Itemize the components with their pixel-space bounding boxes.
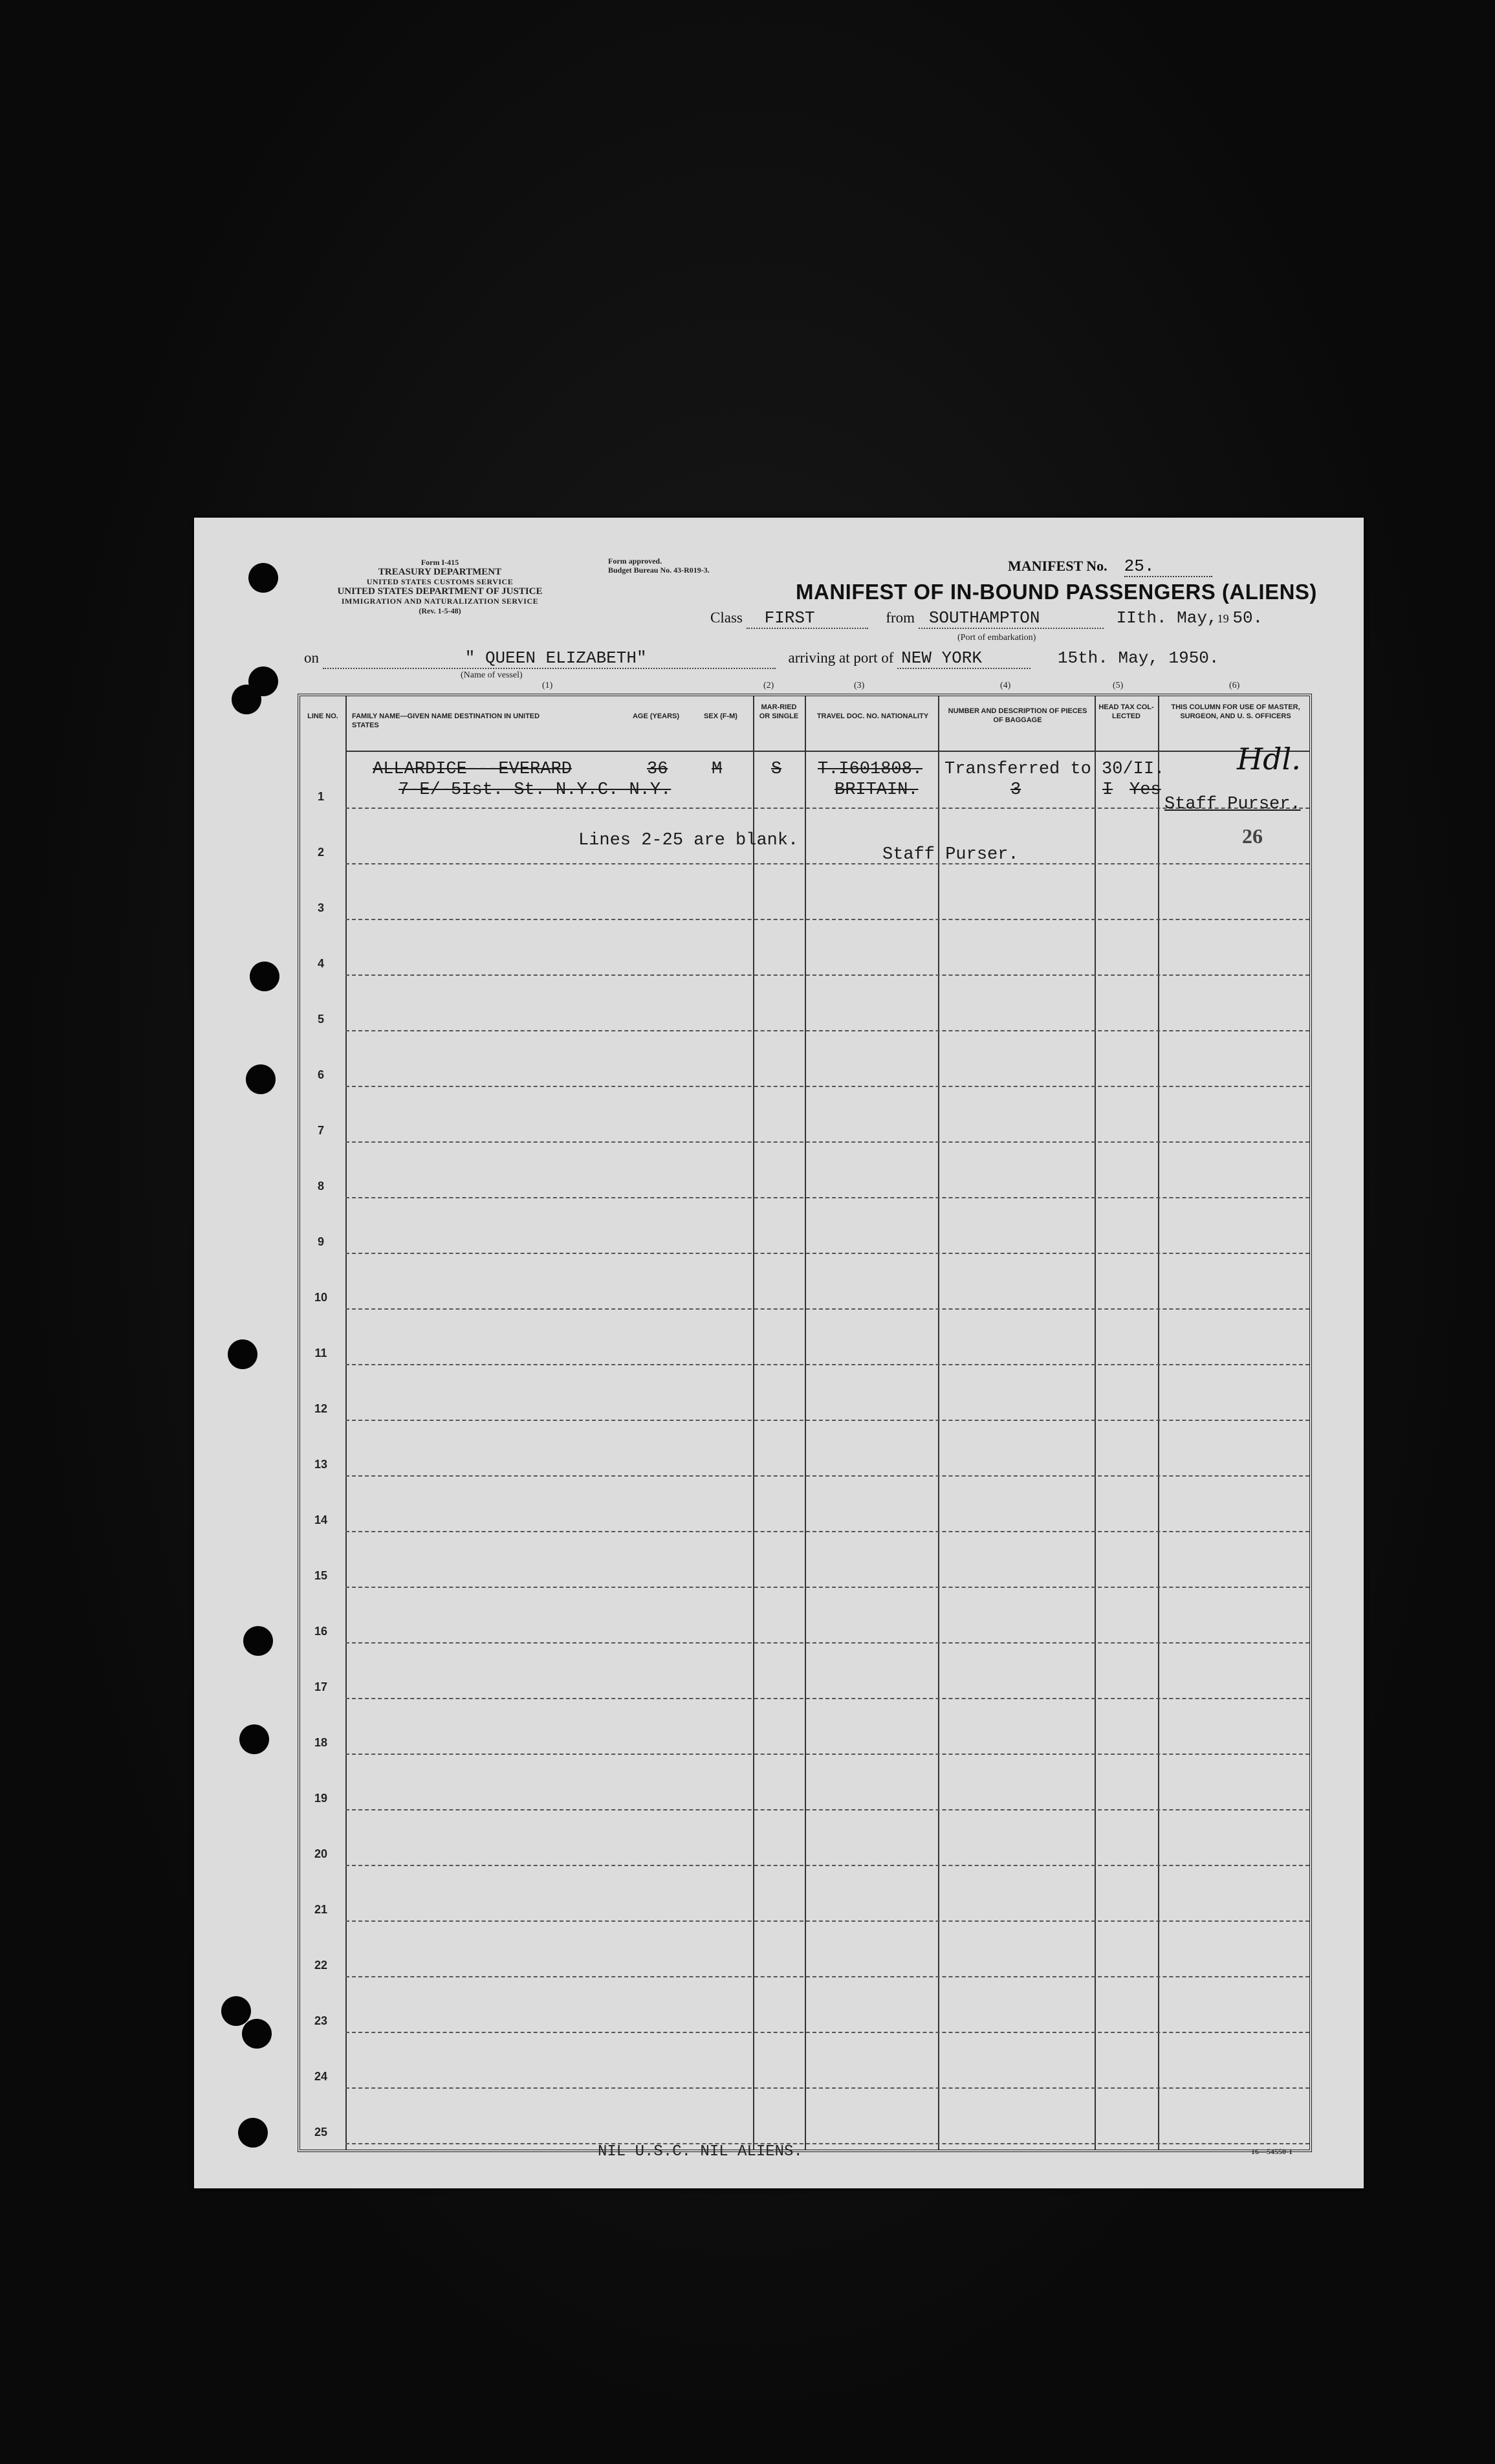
line-number: 10	[314, 1291, 328, 1304]
vessel-caption: (Name of vessel)	[461, 670, 523, 680]
header-name: FAMILY NAME—GIVEN NAME DESTINATION IN UNITED STATES	[352, 712, 540, 729]
table-row	[300, 1365, 1309, 1421]
punch-hole	[242, 2019, 272, 2049]
department-header	[304, 558, 576, 616]
passenger-table	[298, 694, 1312, 2152]
entry-tax-i: I	[1102, 780, 1113, 800]
from-label: from	[886, 610, 915, 626]
table-row	[300, 1421, 1309, 1477]
entry-name: ALLARDICE---EVERARD	[373, 760, 572, 779]
punch-hole	[238, 2118, 268, 2148]
line-number: 19	[314, 1792, 328, 1805]
stamp-number: 26	[1242, 824, 1263, 848]
entry-age: 36	[647, 760, 668, 779]
table-row	[300, 1532, 1309, 1588]
line-number: 12	[314, 1402, 328, 1415]
header-rule	[345, 751, 1309, 752]
entry-destination: 7-E/-5Ist. St. N.Y.C. N.Y.	[398, 780, 671, 800]
ins-label: IMMIGRATION AND NATURALIZATION SERVICE	[341, 597, 539, 606]
table-row	[300, 1087, 1309, 1143]
revision-label: (Rev. 1-5-48)	[419, 606, 461, 615]
entry-sex: M	[712, 760, 723, 779]
on-label: on	[304, 650, 319, 666]
punch-hole	[221, 1996, 251, 2026]
entry-transferred: Transferred to 30/II.	[944, 760, 1165, 779]
punch-hole	[250, 962, 279, 991]
table-row	[300, 864, 1309, 920]
entry-pieces: 3	[1010, 780, 1021, 800]
header-line-no: LINE NO.	[307, 712, 338, 720]
line-number: 11	[314, 1347, 327, 1359]
entry-staff-purser: Staff Purser.	[1164, 795, 1301, 814]
header-married: MAR-RIED OR SINGLE	[759, 703, 799, 720]
table-row	[300, 809, 1309, 864]
line-number: 24	[314, 2070, 328, 2083]
line-number: 6	[317, 1068, 324, 1081]
header-travel-doc: TRAVEL DOC. NO. NATIONALITY	[816, 712, 929, 720]
table-row	[300, 2089, 1309, 2144]
line-number: 15	[314, 1569, 328, 1582]
nil-aliens-note: NIL U.S.C. NIL ALIENS.	[598, 2143, 803, 2161]
entry-tax-yes: Yes	[1129, 780, 1161, 800]
table-row	[300, 1310, 1309, 1365]
entry-travel-doc: T.I601808.	[818, 760, 923, 779]
arrival-date: 15th. May, 1950.	[1057, 648, 1219, 668]
vessel-name: " QUEEN ELIZABETH"	[323, 648, 776, 669]
punch-hole	[239, 1724, 269, 1754]
line-number: 5	[317, 1013, 324, 1026]
depart-year-prefix: 19	[1217, 612, 1229, 625]
customs-label: UNITED STATES CUSTOMS SERVICE	[366, 577, 514, 586]
table-row	[300, 1922, 1309, 1977]
line-number: 20	[314, 1847, 328, 1860]
line-number: 25	[314, 2126, 328, 2139]
table-row	[300, 1810, 1309, 1866]
entry-nationality: BRITAIN.	[835, 780, 919, 800]
punch-hole	[246, 1064, 276, 1094]
header-officers: THIS COLUMN FOR USE OF MASTER, SURGEON, AND U. S. OFFICERS	[1171, 703, 1300, 720]
arriving-label: arriving at port of	[788, 650, 894, 666]
approval-note	[608, 556, 710, 575]
line-number: 21	[314, 1903, 328, 1916]
line-number: 22	[314, 1959, 328, 1972]
table-row	[300, 2033, 1309, 2089]
table-row	[300, 1254, 1309, 1310]
table-row	[300, 1866, 1309, 1922]
table-row	[300, 1644, 1309, 1699]
form-code: 16—54550-1	[1251, 2147, 1293, 2156]
from-value: SOUTHAMPTON	[919, 608, 1104, 629]
line-number: 17	[314, 1680, 328, 1693]
line-number: 18	[314, 1736, 328, 1749]
row-rule	[345, 2143, 1309, 2144]
table-row	[300, 1143, 1309, 1198]
column-number: (4)	[1000, 681, 1011, 690]
line-number: 14	[314, 1513, 328, 1526]
line-number: 16	[314, 1625, 328, 1638]
column-number: (6)	[1229, 681, 1240, 690]
header-age: AGE (YEARS)	[632, 712, 680, 720]
class-value: FIRST	[747, 608, 868, 629]
arrival-port: NEW YORK	[897, 648, 1031, 669]
justice-label: UNITED STATES DEPARTMENT OF JUSTICE	[337, 586, 543, 597]
depart-year: 50.	[1232, 608, 1263, 628]
line-number: 2	[317, 846, 324, 859]
punch-hole	[243, 1626, 273, 1656]
column-numbers	[194, 681, 1364, 694]
manifest-value: 25.	[1124, 556, 1213, 577]
table-row	[300, 976, 1309, 1031]
class-line	[710, 608, 1263, 629]
document-title: MANIFEST OF IN-BOUND PASSENGERS (ALIENS)	[796, 580, 1317, 604]
class-label: Class	[710, 610, 743, 626]
form-number: Form I-415	[420, 558, 459, 567]
table-row	[300, 920, 1309, 976]
blank-lines-note: Lines 2-25 are blank.	[578, 831, 799, 850]
table-row	[300, 1977, 1309, 2033]
line-number: 1	[317, 790, 324, 803]
entry-married: S	[771, 760, 782, 779]
staff-purser-note: Staff Purser.	[882, 845, 1019, 864]
manifest-document	[194, 518, 1364, 2188]
punch-hole	[228, 1339, 257, 1369]
line-number: 23	[314, 2014, 328, 2027]
table-row	[300, 1588, 1309, 1644]
header-sex: SEX (F-M)	[704, 712, 737, 720]
manifest-number	[1008, 556, 1212, 576]
line-number: 4	[317, 957, 324, 970]
handwritten-initials: Hdl.	[1237, 742, 1301, 776]
table-row	[300, 1755, 1309, 1810]
table-row	[300, 1477, 1309, 1532]
line-number: 3	[317, 901, 324, 914]
vessel-line	[304, 648, 1219, 669]
table-row	[300, 1031, 1309, 1087]
table-row	[300, 1198, 1309, 1254]
depart-date: IIth. May,	[1116, 608, 1217, 628]
column-number: (3)	[854, 681, 865, 690]
column-number: (2)	[763, 681, 774, 690]
punch-hole	[248, 563, 278, 593]
header-head-tax: HEAD TAX COL-LECTED	[1098, 703, 1154, 720]
line-number: 8	[317, 1180, 324, 1193]
line-number: 13	[314, 1458, 328, 1471]
budget-bureau-line: Budget Bureau No. 43-R019-3.	[608, 566, 710, 575]
port-caption: (Port of embarkation)	[957, 633, 1036, 643]
treasury-label: TREASURY DEPARTMENT	[378, 567, 502, 577]
line-number: 7	[317, 1124, 324, 1137]
manifest-label: MANIFEST No.	[1008, 558, 1108, 574]
column-number: (1)	[542, 681, 553, 690]
table-row	[300, 1699, 1309, 1755]
header-baggage: NUMBER AND DESCRIPTION OF PIECES OF BAGGAGE	[948, 707, 1087, 724]
approved-line: Form approved.	[608, 556, 662, 566]
line-number: 9	[317, 1235, 324, 1248]
column-number: (5)	[1113, 681, 1124, 690]
